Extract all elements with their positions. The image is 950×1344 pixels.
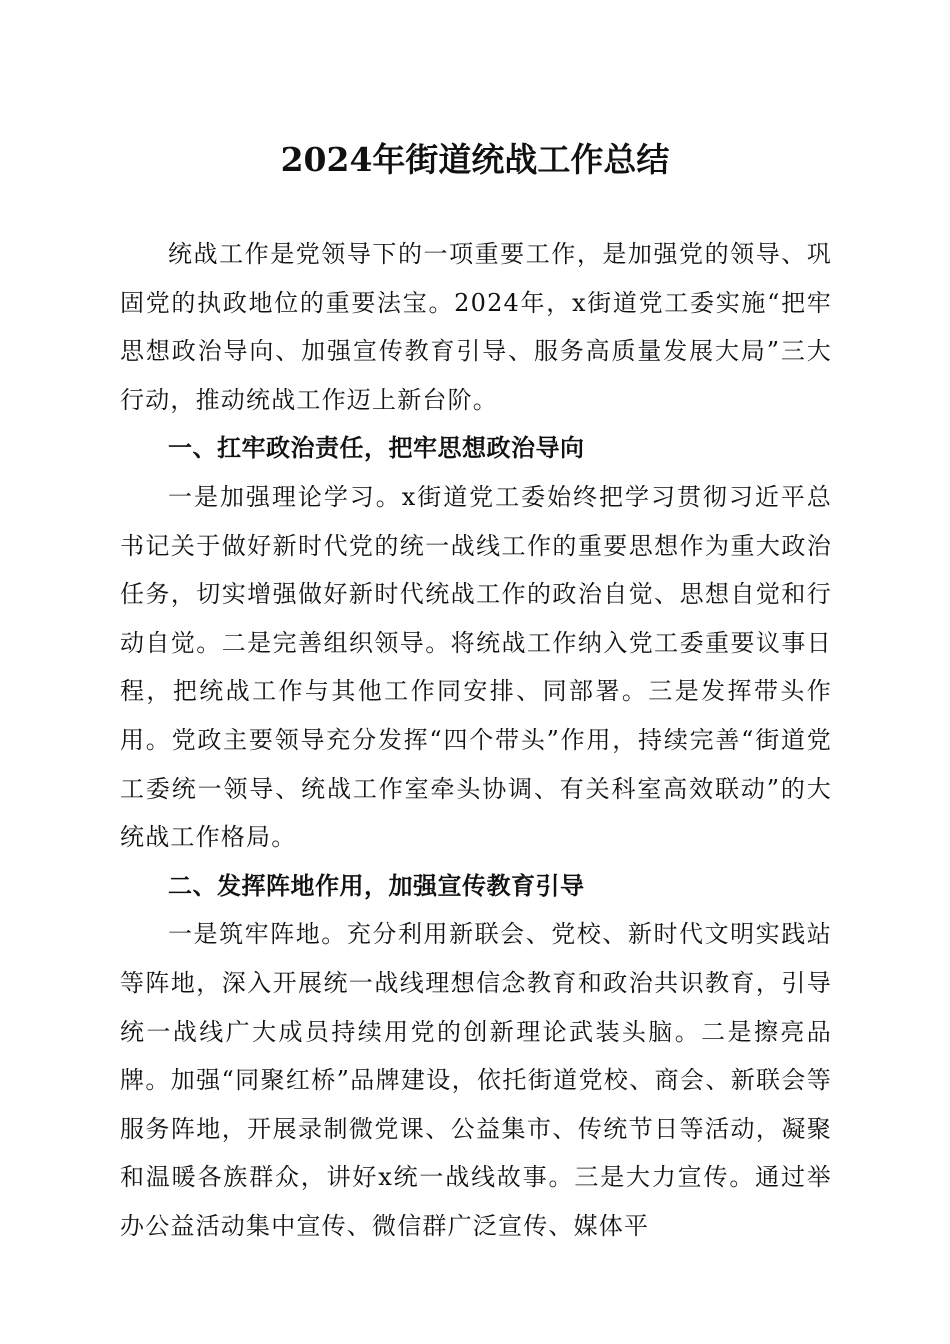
section-body-2: 充分利用新联会、党校、新时代文明实践站等阵地，深入开展统一战线理想信念教育和政治共识教育，引导统一战线广大成员持续用党的创新理论武装头脑。二是擦亮品牌。加强“同聚红桥”品牌建设，依托街道党校、商会、新联会等服务阵地，开展录制微党课、公益集市、传统节日等活动，凝聚和温暖各族群众，讲好x统一战线故事。三是大力宣传。通过举办公益活动集中宣传、微信群广泛宣传、媒体平 — [120, 920, 832, 1240]
section-paragraph-2 — [120, 910, 832, 1250]
intro-paragraph: 统战工作是党领导下的一项重要工作，是加强党的领导、巩固党的执政地位的重要法宝。2024年，x街道党工委实施“把牢思想政治导向、加强宣传教育引导、服务高质量发展大局”三大行动，推动统战工作迈上新台阶。 — [120, 240, 832, 414]
section-paragraph-1 — [120, 473, 832, 862]
section-heading-2: 二、发挥阵地作用，加强宣传教育引导 — [168, 871, 585, 900]
document-body — [120, 230, 832, 1250]
section-lead-2: 一是筑牢阵地。 — [168, 920, 347, 949]
section-body-1: x街道党工委始终把学习贯彻习近平总书记关于做好新时代党的统一战线工作的重要思想作为重大政治任务，切实增强做好新时代统战工作的政治自觉、思想自觉和行动自觉。二是完善组织领导。将统战工作纳入党工委重要议事日程，把统战工作与其他工作同安排、同部署。三是发挥带头作用。党政主要领导充分发挥“四个带头”作用，持续完善“街道党工委统一领导、统战工作室牵头协调、有关科室高效联动”的大统战工作格局。 — [120, 482, 832, 852]
section-lead-1: 一是加强理论学习。 — [168, 482, 402, 511]
document-title: 2024年街道统战工作总结 — [280, 140, 670, 179]
section-heading-1: 一、扛牢政治责任，把牢思想政治导向 — [168, 434, 585, 463]
